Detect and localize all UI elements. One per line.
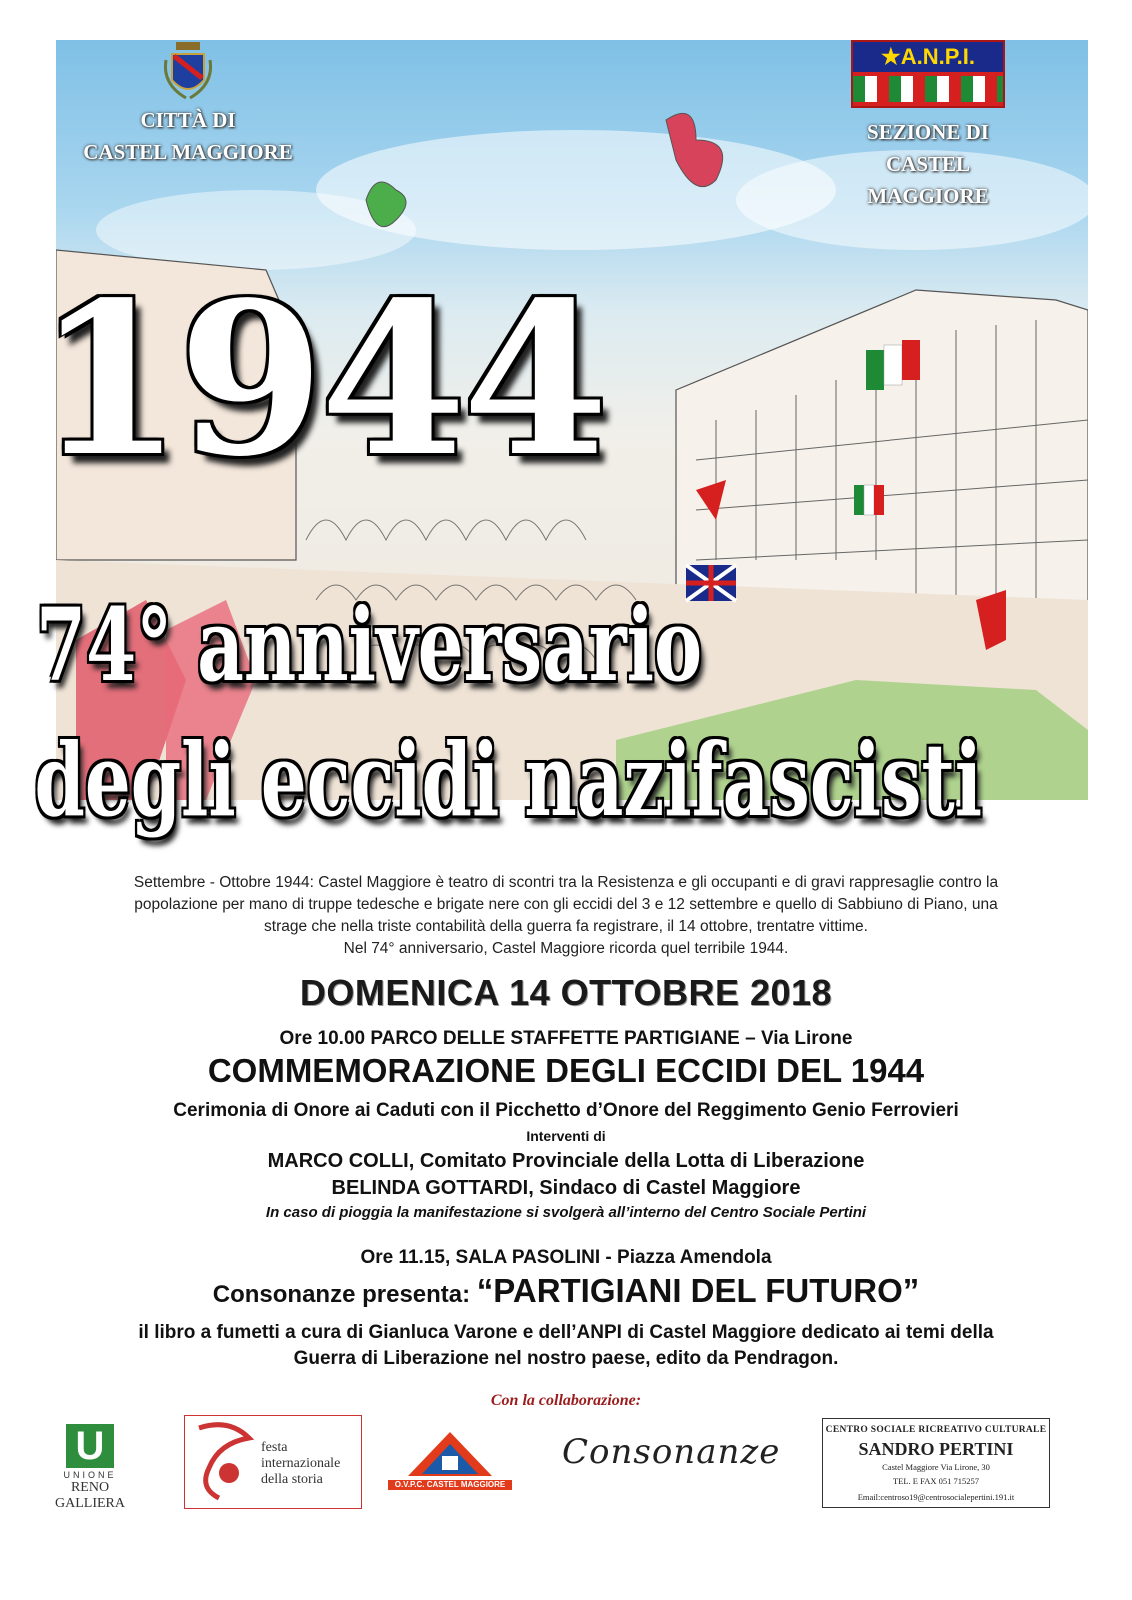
book-title: “PARTIGIANI DEL FUTURO”	[476, 1272, 920, 1309]
intro-line: Settembre - Ottobre 1944: Castel Maggiore è teatro di scontri tra la Resistenza e gli occupanti e di gravi rappresaglie contro la	[133, 874, 999, 891]
event-time2: Ore 11.15, SALA PASOLINI - Piazza Amendola	[360, 1247, 772, 1268]
event-date: DOMENICA 14 OTTOBRE 2018	[299, 972, 833, 1013]
book-presentation	[0, 1272, 1132, 1310]
interventi-label: Interventi di	[526, 1128, 606, 1144]
ceremony-text: Cerimonia di Onore ai Caduti con il Picchetto d’Onore del Reggimento Genio Ferrovieri	[173, 1100, 959, 1121]
pertini-line5: Email:centroso19@centrosocialepertini.191.it	[857, 1492, 1015, 1502]
festa-line3: della storia	[261, 1472, 323, 1487]
speaker-2-name: BELINDA GOTTARDI	[331, 1177, 529, 1199]
festa-line1: festa	[261, 1440, 288, 1455]
city-line1: CITTÀ DI	[140, 108, 236, 132]
unione-logo	[38, 1424, 142, 1512]
ovpc-logo	[388, 1430, 512, 1490]
speaker-1-role: , Comitato Provinciale della Lotta di Liberazione	[408, 1150, 865, 1172]
intro-line: popolazione per mano di truppe tedesche e brigate nere con gli eccidi del 3 e 12 settembre e quello di Sabbiuno di Piano, una	[134, 896, 998, 913]
city-logo	[68, 40, 308, 168]
title-year: 1944	[36, 256, 605, 503]
speaker-2	[0, 1177, 1132, 1200]
festa-text	[261, 1440, 340, 1488]
pertini-line4: TEL. E FAX 051 715257	[892, 1476, 980, 1486]
presents-label: Consonanze presenta:	[212, 1281, 477, 1308]
unione-small: UNIONE	[63, 1470, 117, 1480]
anpi-line2: CASTEL MAGGIORE	[867, 152, 989, 208]
city-line2: CASTEL MAGGIORE	[83, 140, 293, 164]
book-desc-2: Guerra di Liberazione nel nostro paese, edito da Pendragon.	[293, 1348, 839, 1369]
anpi-line1: SEZIONE DI	[867, 120, 989, 144]
book-desc-1: il libro a fumetti a cura di Gianluca Varone e dell’ANPI di Castel Maggiore dedicato ai temi della	[138, 1322, 994, 1343]
pertini-line2: SANDRO PERTINI	[858, 1439, 1014, 1459]
intro-paragraph	[50, 872, 1082, 960]
anpi-logo	[848, 40, 1008, 212]
intro-line: Nel 74° anniversario, Castel Maggiore ricorda quel terribile 1944.	[343, 940, 789, 957]
event-time1: Ore 10.00 PARCO DELLE STAFFETTE PARTIGIANE – Via Lirone	[279, 1028, 853, 1049]
unione-mark-letter: U	[75, 1424, 105, 1468]
festa-line2: internazionale	[261, 1456, 341, 1471]
rain-note: In caso di pioggia la manifestazione si svolgerà all’interno del Centro Sociale Pertini	[265, 1204, 867, 1221]
speaker-2-role: , Sindaco di Castel Maggiore	[528, 1177, 801, 1199]
pertini-line1: CENTRO SOCIALE RICREATIVO CULTURALE	[825, 1425, 1047, 1435]
festa-emblem-icon	[189, 1418, 259, 1506]
title-line1: 74° anniversario	[36, 586, 703, 704]
ovpc-label: O.V.P.C. CASTEL MAGGIORE	[388, 1480, 512, 1490]
festa-logo	[184, 1415, 362, 1509]
crest-icon	[160, 40, 216, 104]
event-title1: COMMEMORAZIONE DEGLI ECCIDI DEL 1944	[207, 1052, 925, 1089]
title-line2: degli eccidi nazifascisti	[34, 721, 983, 839]
anpi-badge-text: ★A.N.P.I.	[853, 42, 1003, 72]
pertini-line3: Castel Maggiore Via Lirone, 30	[882, 1462, 990, 1472]
unione-mark-icon	[66, 1424, 114, 1468]
pertini-logo	[822, 1418, 1050, 1508]
anpi-badge	[851, 40, 1005, 108]
ovpc-triangle-icon	[388, 1430, 512, 1480]
consonanze-logo: Consonanze	[562, 1432, 781, 1472]
collab-label: Con la collaborazione:	[490, 1392, 642, 1409]
tricolor-stripes	[853, 76, 1003, 102]
intro-line: strage che nella triste contabilità della guerra fa registrare, il 14 ottobre, trentatre vittime.	[264, 918, 868, 935]
speaker-1	[0, 1150, 1132, 1173]
unione-big: RENO GALLIERA	[55, 1480, 125, 1511]
speaker-1-name: MARCO COLLI	[267, 1150, 409, 1172]
